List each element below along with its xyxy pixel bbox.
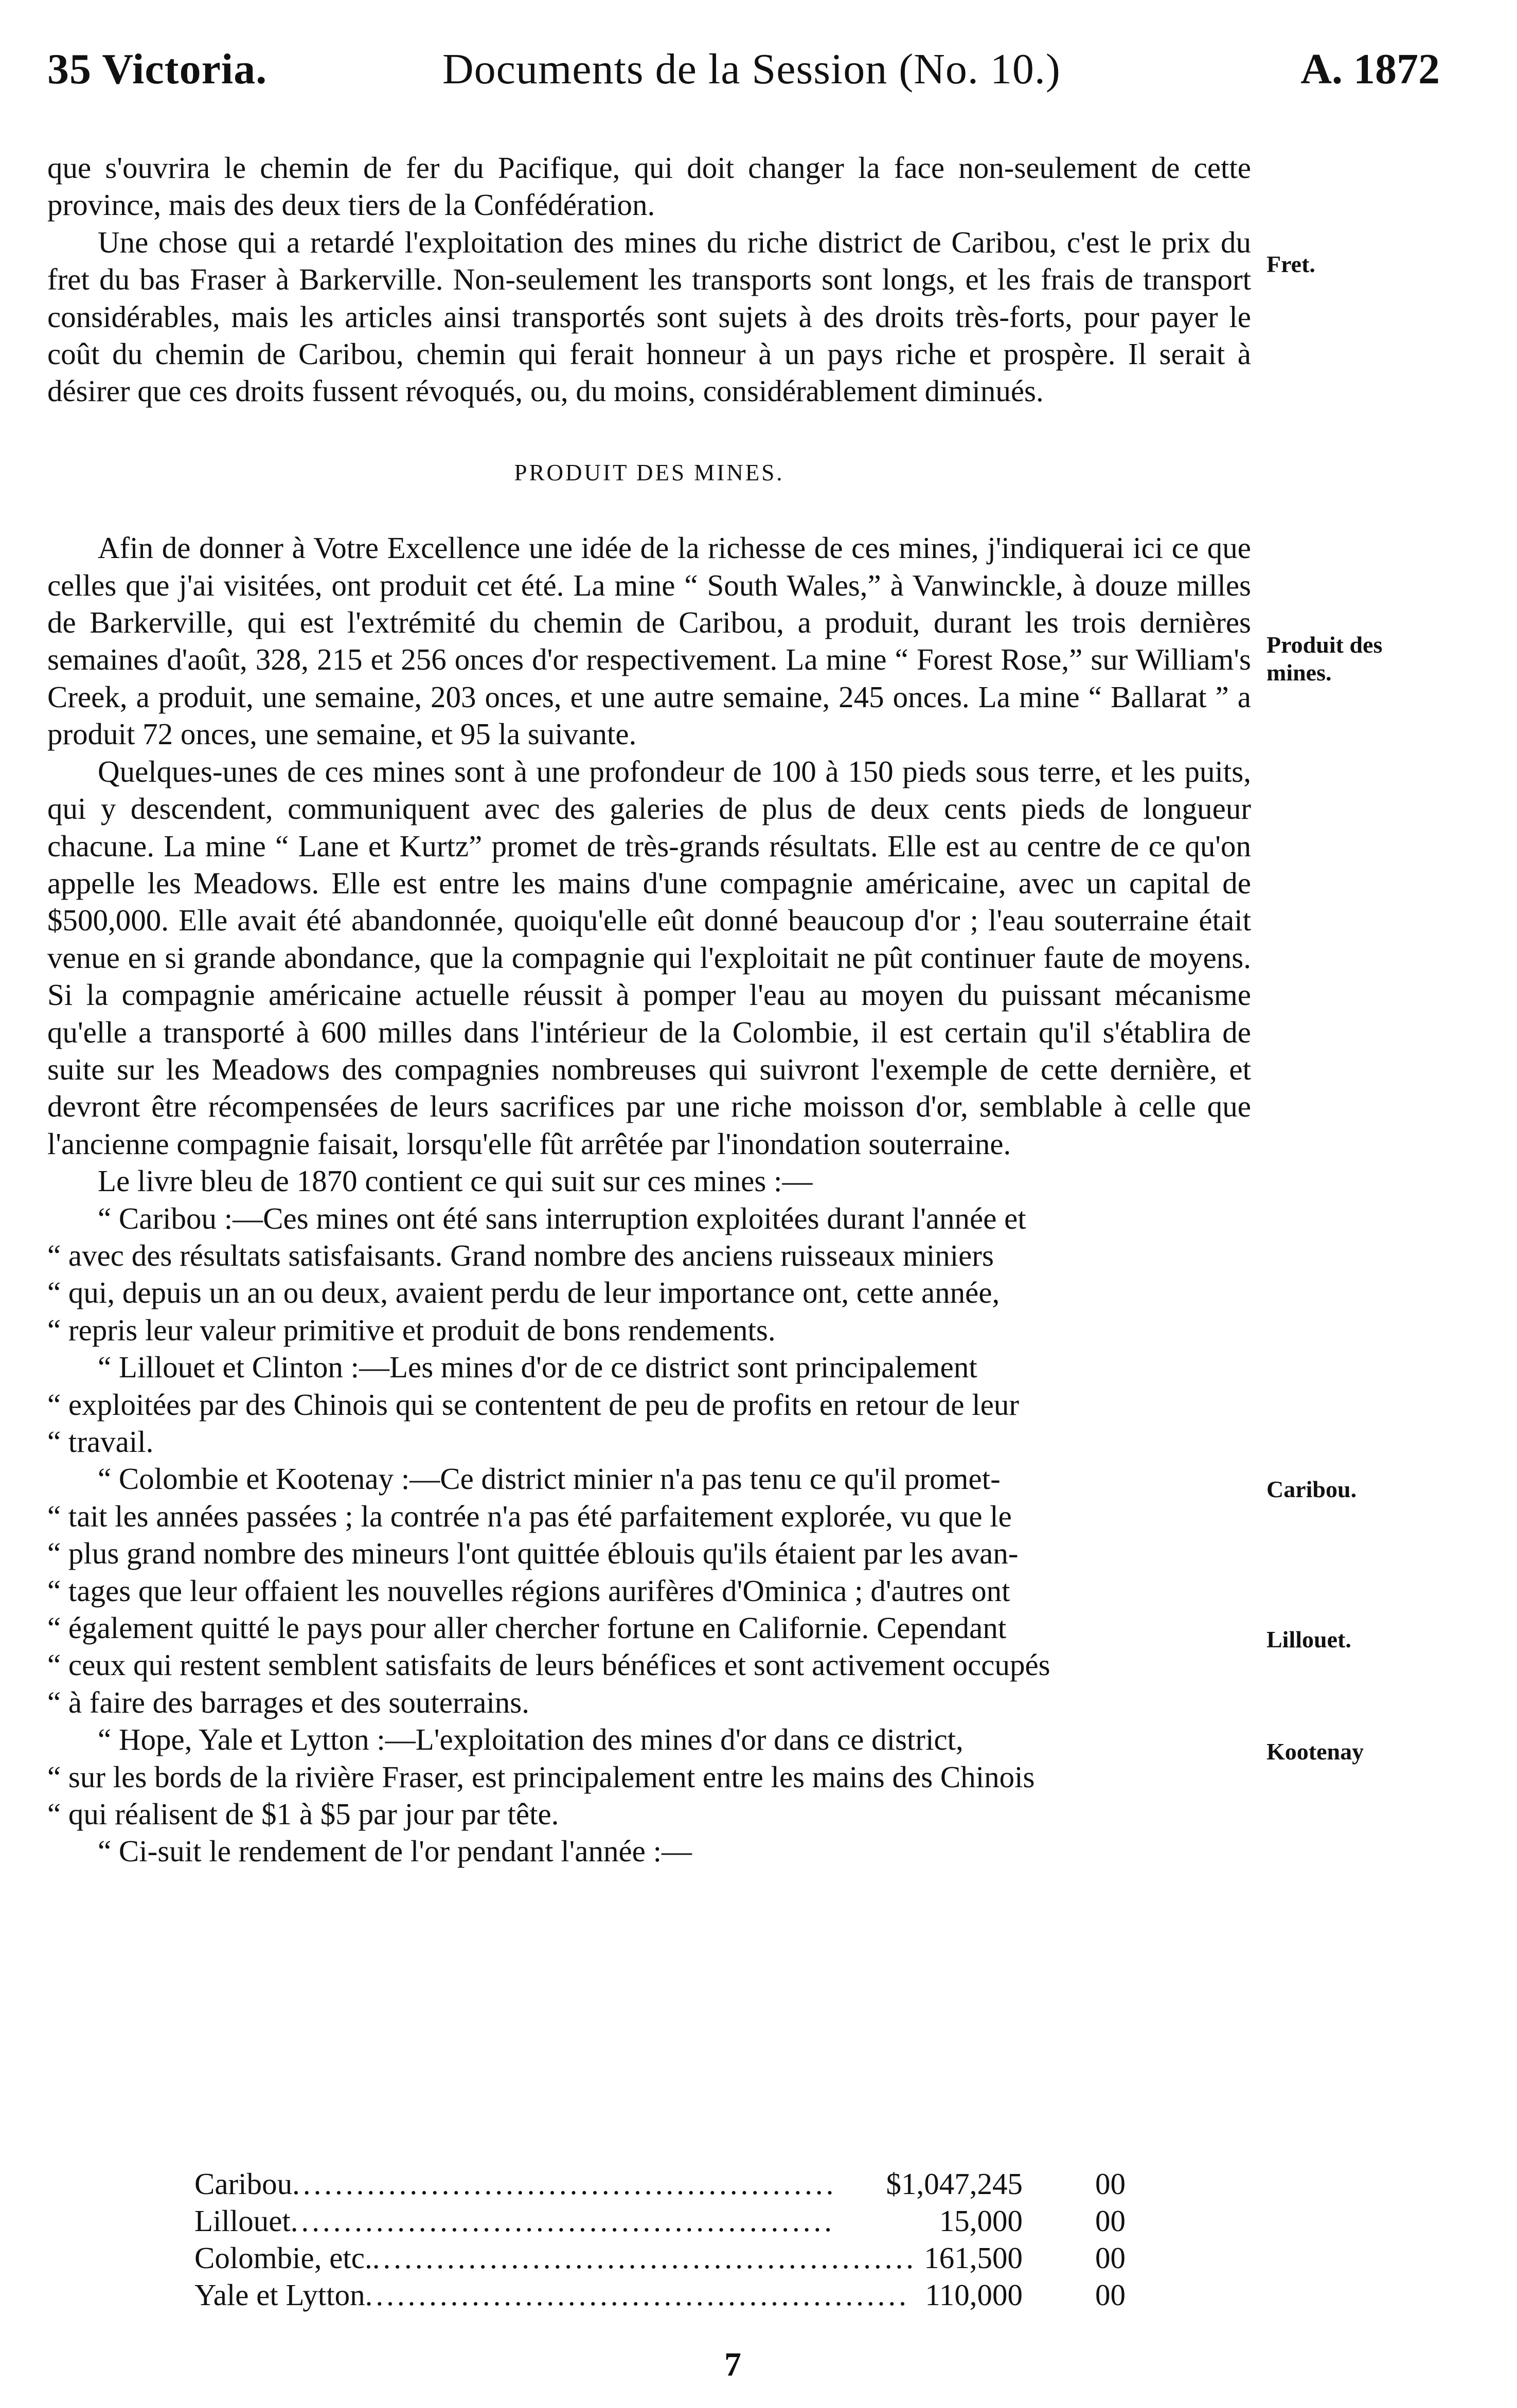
quote-line: “ Hope, Yale et Lytton :—L'exploitation des mines d'or dans ce district, xyxy=(98,1722,963,1757)
main-text-column xyxy=(47,149,1251,1870)
quote-line: “ avec des résultats satisfaisants. Grand nombre des anciens ruisseaux miniers xyxy=(47,1238,994,1272)
page-number: 7 xyxy=(724,2346,741,2383)
header-year: A. 1872 xyxy=(1300,45,1440,93)
table-row xyxy=(194,2240,1126,2277)
quote-line: “ ceux qui restent semblent satisfaits de leurs bénéfices et sont activement occupés xyxy=(47,1648,1050,1682)
leader-dots: ................................................... xyxy=(292,2167,837,2201)
leader-dots: ................................................... xyxy=(365,2278,909,2312)
table-row xyxy=(194,2277,1126,2314)
paragraph-1: que s'ouvrira le chemin de fer du Pacifique, qui doit changer la face non-seulement de cette province, mais des deux tiers de la Confédération. xyxy=(47,151,1251,222)
paragraph-produit: Afin de donner à Votre Excellence une idée de la richesse de ces mines, j'indiquerai ici ce que celles que j'ai visitées, ont produit cet été. La mine “ South Wales,” à Vanwinckle, à douze milles de Barkerville, qui est l'extrémité du chemin de Caribou, a produit, durant les trois dernières semaines d'août, 328, 215 et 256 onces d'or respectivement. La mine “ Forest Rose,” sur William's Creek, a produit, une semaine, 203 onces, et une autre semaine, 245 onces. La mine “ Ballarat ” a produit 72 onces, une semaine, et 95 la suivante. xyxy=(47,531,1251,751)
quote-line: “ à faire des barrages et des souterrains. xyxy=(47,1685,529,1719)
margin-notes xyxy=(1266,0,1488,2408)
margin-note-mines: mines. xyxy=(1266,659,1332,686)
quote-line: “ qui réalisent de $1 à $5 par jour par tête. xyxy=(47,1797,559,1831)
quote-ci-suit: “ Ci-suit le rendement de l'or pendant l'année :— xyxy=(98,1834,692,1868)
quote-kootenay xyxy=(47,1460,1251,1721)
quote-line: “ sur les bords de la rivière Fraser, est principalement entre les mains des Chinois xyxy=(47,1759,1035,1794)
rendement-cents: 00 xyxy=(1095,2167,1126,2201)
section-title: PRODUIT DES MINES. xyxy=(514,459,784,486)
rendement-amount: 15,000 xyxy=(939,2204,1023,2238)
quote-line: “ Colombie et Kootenay :—Ce district minier n'a pas tenu ce qu'il promet- xyxy=(98,1462,1001,1496)
quote-line: “ travail. xyxy=(47,1425,154,1459)
rendement-district: Colombie, etc. xyxy=(194,2241,372,2275)
header-title: Documents de la Session (No. 10.) xyxy=(442,45,1061,93)
quote-line: “ Lillouet et Clinton :—Les mines d'or de ce district sont principalement xyxy=(98,1350,977,1385)
rendement-cents: 00 xyxy=(1095,2204,1126,2238)
rendement-cents: 00 xyxy=(1095,2241,1126,2275)
quote-line: “ Caribou :—Ces mines ont été sans interruption exploitées durant l'année et xyxy=(98,1201,1026,1235)
rendement-district: Yale et Lytton xyxy=(194,2278,365,2312)
quote-line: “ tait les années passées ; la contrée n'a pas été parfaitement explorée, vu que le xyxy=(47,1499,1012,1533)
quote-hope xyxy=(47,1721,1251,1832)
margin-note-produit: Produit des xyxy=(1266,632,1383,658)
rendement-district: Lillouet xyxy=(194,2204,291,2238)
paragraph-livre-bleu: Le livre bleu de 1870 contient ce qui suit sur ces mines :— xyxy=(98,1164,813,1198)
header-volume: 35 Victoria. xyxy=(47,45,267,93)
rendement-amount: 110,000 xyxy=(925,2278,1023,2312)
quote-line: “ également quitté le pays pour aller chercher fortune en Californie. Cependant xyxy=(47,1611,1007,1645)
paragraph-profondeur: Quelques-unes de ces mines sont à une profondeur de 100 à 150 pieds sous terre, et les puits, qui y descendent, communiquent avec des galeries de plus de deux cents pieds de longueur chacune. La mine “ Lane et Kurtz” promet de très-grands résultats. Elle est au centre de ce qu'on appelle les Meadows. Elle est entre les mains d'une compagnie américaine, avec un capital de $500,000. Elle avait été abandonnée, quoiqu'elle eût donné beaucoup d'or ; l'eau souterraine était venue en si grande abondance, que la compagnie qui l'exploitait ne pût continuer faute de moyens. Si la compagnie américaine actuelle réussit à pomper l'eau au moyen du puissant mécanisme qu'elle a transporté à 600 milles dans l'intérieur de la Colombie, il est certain qu'il s'établira de suite sur les Meadows des compagnies nombreuses qui suivront l'exemple de cette dernière, et devront être récompensées de leurs sacrifices par une riche moisson d'or, semblable à celle que l'ancienne compagnie faisait, lorsqu'elle fût arrêtée par l'inondation souterraine. xyxy=(47,754,1251,1161)
quote-line: “ repris leur valeur primitive et produit de bons rendements. xyxy=(47,1313,776,1347)
margin-note-lillouet: Lillouet. xyxy=(1266,1626,1351,1652)
leader-dots: ................................................... xyxy=(290,2204,835,2238)
margin-note-fret: Fret. xyxy=(1266,251,1315,277)
rendement-cents: 00 xyxy=(1095,2278,1126,2312)
margin-note-kootenay: Kootenay xyxy=(1266,1738,1364,1765)
margin-note-caribou: Caribou. xyxy=(1266,1476,1357,1502)
table-row xyxy=(194,2166,1126,2203)
leader-dots: ................................................... xyxy=(372,2241,917,2275)
quote-line: “ plus grand nombre des mineurs l'ont quittée éblouis qu'ils étaient par les avan- xyxy=(47,1536,1019,1571)
paragraph-fret: Une chose qui a retardé l'exploitation des mines du riche district de Caribou, c'est le prix du fret du bas Fraser à Barkerville. Non-seulement les transports sont longs, et les frais de transport considérables, mais les articles ainsi transportés sont sujets à des droits très-forts, pour payer le coût du chemin de Caribou, chemin qui ferait honneur à un pays riche et prospère. Il serait à désirer que ces droits fussent révoqués, ou, du moins, considérablement diminués. xyxy=(47,225,1251,408)
rendement-amount: 161,500 xyxy=(924,2241,1023,2275)
rendement-district: Caribou xyxy=(194,2167,293,2201)
quote-line: “ tages que leur offaient les nouvelles régions aurifères d'Ominica ; d'autres ont xyxy=(47,1573,1010,1608)
quote-caribou xyxy=(47,1200,1251,1349)
rendement-amount: $1,047,245 xyxy=(886,2167,1023,2201)
quote-line: “ exploitées par des Chinois qui se contentent de peu de profits en retour de leur xyxy=(47,1387,1020,1422)
quote-lillouet xyxy=(47,1349,1251,1460)
quote-line: “ qui, depuis un an ou deux, avaient perdu de leur importance ont, cette année, xyxy=(47,1275,1000,1310)
table-row xyxy=(194,2203,1126,2240)
